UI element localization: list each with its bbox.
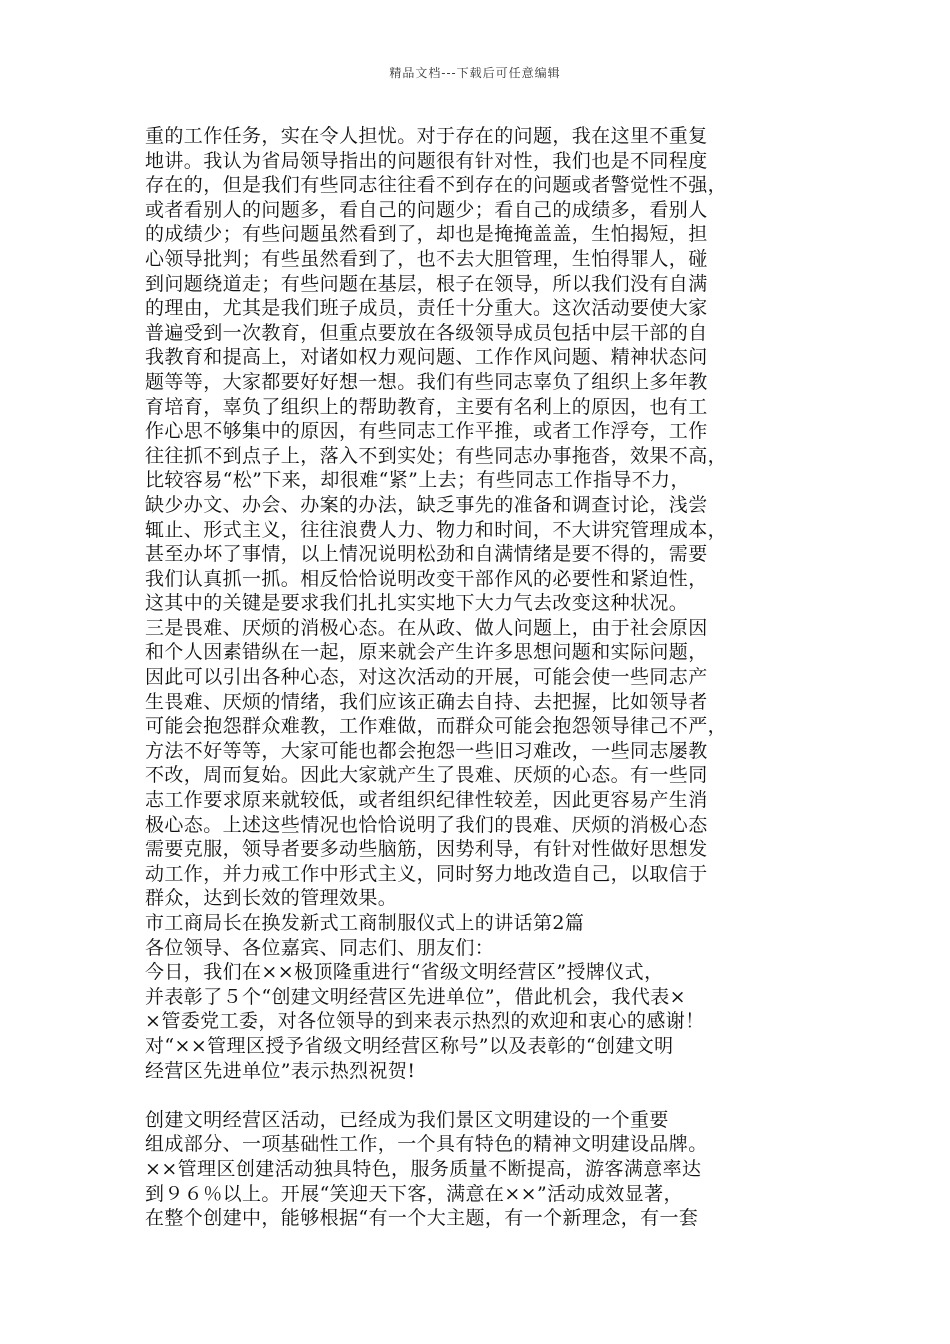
text-line: ××管理区创建活动独具特色，服务质量不断提高，游客满意率达 <box>145 1157 702 1180</box>
text-line: 今日，我们在××极顶隆重进行“省级文明经营区”授牌仪式， <box>145 961 664 984</box>
text-line: 到９６％以上。开展“笑迎天下客，满意在××”活动成效显著， <box>145 1182 683 1205</box>
text-line: 题等等，大家都要好好想一想。我们有些同志辜负了组织上多年教 <box>145 370 708 393</box>
text-line: 的理由，尤其是我们班子成员，责任十分重大。这次活动要使大家 <box>145 297 708 320</box>
text-line <box>145 1083 825 1108</box>
text-line: 并表彰了５个“创建文明经营区先进单位”，借此机会，我代表× <box>145 985 686 1008</box>
text-line: 各位领导、各位嘉宾、同志们、朋友们： <box>145 936 495 959</box>
text-line: 志工作要求原来就较低，或者组织纪律性较差，因此更容易产生消 <box>145 789 708 812</box>
text-line: 往往抓不到点子上，落入不到实处；有些同志办事拖沓，效果不高， <box>145 444 728 467</box>
text-line: 对“××管理区授予省级文明经营区称号”以及表彰的“创建文明 <box>145 1034 674 1057</box>
text-line: 群众，达到长效的管理效果。 <box>145 887 398 910</box>
text-line: 比较容易“松”下来，却很难“紧”上去；有些同志工作指导不力， <box>145 469 690 492</box>
text-line: 辄止、形式主义，往往浪费人力、物力和时间，不大讲究管理成本， <box>145 518 728 541</box>
document-body <box>145 124 825 1231</box>
text-line: 育培育，辜负了组织上的帮助教育，主要有名利上的原因，也有工 <box>145 395 708 418</box>
text-line: 存在的，但是我们有些同志往往看不到存在的问题或者警觉性不强， <box>145 174 728 197</box>
text-line: 可能会抱怨群众难教，工作难做，而群众可能会抱怨领导律己不严， <box>145 715 728 738</box>
text-line: 作心思不够集中的原因，有些同志工作平推，或者工作浮夸，工作 <box>145 420 708 443</box>
text-line: 需要克服，领导者要多动些脑筋，因势利导，有针对性做好思想发 <box>145 838 708 861</box>
text-line: 组成部分、一项基础性工作，一个具有特色的精神文明建设品牌。 <box>145 1133 708 1156</box>
text-line: 的成绩少；有些问题虽然看到了，却也是掩掩盖盖，生怕揭短，担 <box>145 223 708 246</box>
text-line: 市工商局长在换发新式工商制服仪式上的讲话第2篇 <box>145 912 585 934</box>
text-line: 这其中的关键是要求我们扎扎实实地下大力气去改变这种状况。 <box>145 592 689 615</box>
page-header: 精品文档---下载后可任意编辑 <box>389 66 561 80</box>
text-line: 经营区先进单位”表示热烈祝贺! <box>145 1059 416 1082</box>
text-line: 因此可以引出各种心态，对这次活动的开展，可能会使一些同志产 <box>145 666 708 689</box>
text-line: 我教育和提高上，对诸如权力观问题、工作作风问题、精神状态问 <box>145 346 708 369</box>
text-line: 心领导批判；有些虽然看到了，也不去大胆管理，生怕得罪人，碰 <box>145 247 708 270</box>
text-line: 我们认真抓一抓。相反恰恰说明改变干部作风的必要性和紧迫性， <box>145 567 708 590</box>
text-line: 缺少办文、办会、办案的办法，缺乏事先的准备和调查讨论，浅尝 <box>145 493 708 516</box>
text-line: 和个人因素错纵在一起，原来就会产生许多思想问题和实际问题， <box>145 641 708 664</box>
text-line: 创建文明经营区活动，已经成为我们景区文明建设的一个重要 <box>145 1108 669 1131</box>
text-line: 三是畏难、厌烦的消极心态。在从政、做人问题上，由于社会原因 <box>145 616 708 639</box>
text-line: ×管委党工委，对各位领导的到来表示热烈的欢迎和衷心的感谢！ <box>145 1010 705 1033</box>
text-line: 重的工作任务，实在令人担忧。对于存在的问题，我在这里不重复 <box>145 125 708 147</box>
text-line: 普遍受到一次教育，但重点要放在各级领导成员包括中层干部的自 <box>145 321 708 344</box>
text-line: 方法不好等等，大家可能也都会抱怨一些旧习难改，一些同志屡教 <box>145 739 708 762</box>
text-line: 到问题绕道走；有些问题在基层，根子在领导，所以我们没有自满 <box>145 272 708 295</box>
text-line: 生畏难、厌烦的情绪，我们应该正确去自持、去把握，比如领导者 <box>145 690 708 713</box>
text-line: 极心态。上述这些情况也恰恰说明了我们的畏难、厌烦的消极心态 <box>145 813 708 836</box>
text-line: 不改，周而复始。因此大家就产生了畏难、厌烦的心态。有一些同 <box>145 764 708 787</box>
text-line: 或者看别人的问题多，看自己的问题少；看自己的成绩多，看别人 <box>145 198 708 221</box>
text-line: 地讲。我认为省局领导指出的问题很有针对性，我们也是不同程度 <box>145 149 708 172</box>
text-line: 甚至办坏了事情，以上情况说明松劲和自满情绪是要不得的，需要 <box>145 543 708 566</box>
text-line: 动工作，并力戒工作中形式主义，同时努力地改造自己，以取信于 <box>145 862 708 885</box>
text-line: 在整个创建中，能够根据“有一个大主题，有一个新理念，有一套 <box>145 1207 699 1230</box>
